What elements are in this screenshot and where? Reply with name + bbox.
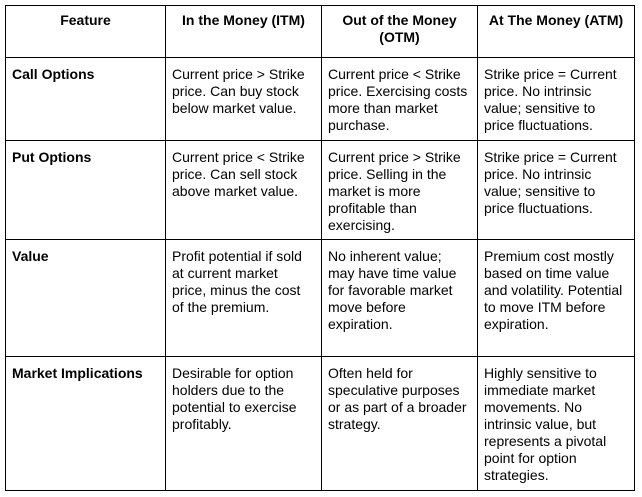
row-feature-call-options: Call Options [6, 58, 166, 141]
table-row [6, 240, 635, 357]
cell-put-itm: Current price < Strike price. Can sell stock above market value. [166, 141, 322, 240]
table-row [6, 357, 635, 491]
options-comparison-table [5, 5, 635, 491]
cell-put-atm: Strike price = Current price. No intrinsic value; sensitive to price fluctuations. [478, 141, 635, 240]
header-itm: In the Money (ITM) [166, 6, 322, 58]
table-row [6, 141, 635, 240]
cell-call-itm: Current price > Strike price. Can buy stock below market value. [166, 58, 322, 141]
cell-market-itm: Desirable for option holders due to the potential to exercise profitably. [166, 357, 322, 491]
table-row [6, 58, 635, 141]
row-feature-value: Value [6, 240, 166, 357]
cell-market-otm: Often held for speculative purposes or as part of a broader strategy. [322, 357, 478, 491]
cell-value-atm: Premium cost mostly based on time value and volatility. Potential to move ITM before expiration. [478, 240, 635, 357]
header-atm: At The Money (ATM) [478, 6, 635, 58]
row-feature-market-implications: Market Implications [6, 357, 166, 491]
cell-value-itm: Profit potential if sold at current market price, minus the cost of the premium. [166, 240, 322, 357]
row-feature-put-options: Put Options [6, 141, 166, 240]
cell-put-otm: Current price > Strike price. Selling in the market is more profitable than exercising. [322, 141, 478, 240]
header-feature: Feature [6, 6, 166, 58]
cell-value-otm: No inherent value; may have time value for favorable market move before expiration. [322, 240, 478, 357]
header-otm: Out of the Money (OTM) [322, 6, 478, 58]
cell-market-atm: Highly sensitive to immediate market movements. No intrinsic value, but represents a pivotal point for option strategies. [478, 357, 635, 491]
options-comparison-container [5, 5, 635, 491]
cell-call-atm: Strike price = Current price. No intrinsic value; sensitive to price fluctuations. [478, 58, 635, 141]
cell-call-otm: Current price < Strike price. Exercising costs more than market purchase. [322, 58, 478, 141]
table-header-row [6, 6, 635, 58]
